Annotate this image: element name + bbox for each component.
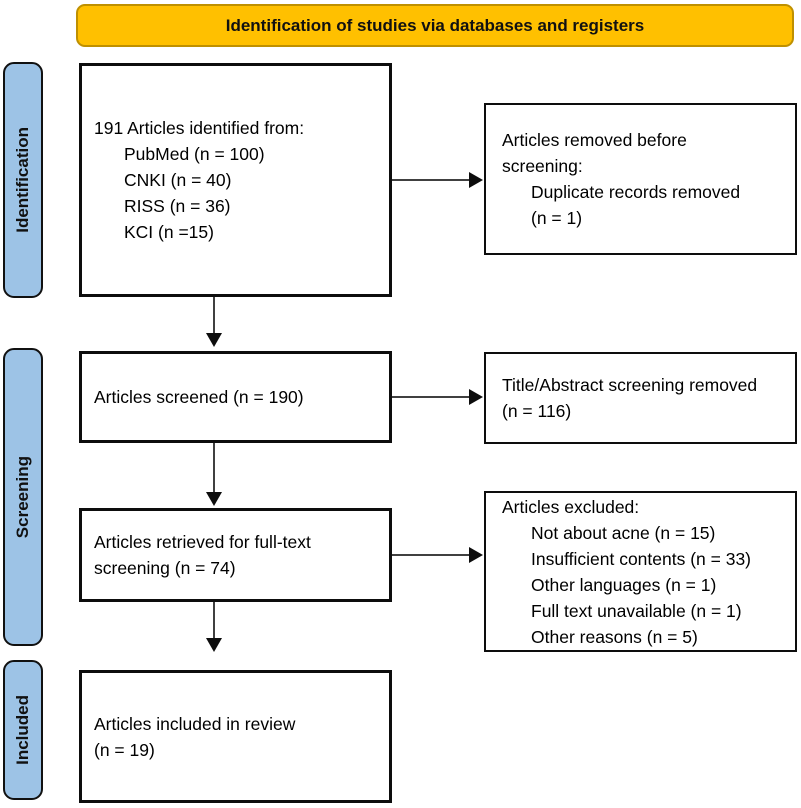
- arrow-shaft: [213, 297, 215, 334]
- flow-line: CNKI (n = 40): [124, 170, 232, 190]
- arrow-retrieved-to-excluded: [392, 547, 483, 563]
- removed-before-screening-box: [484, 103, 797, 255]
- flow-line: screening (n = 74): [94, 558, 236, 578]
- arrow-screened-to-titleabs: [392, 389, 483, 405]
- flow-line: PubMed (n = 100): [124, 144, 265, 164]
- arrow-shaft: [392, 554, 470, 556]
- arrow-shaft: [392, 396, 470, 398]
- flow-line: (n = 19): [94, 739, 155, 760]
- retrieved-box: [79, 508, 392, 602]
- flow-line: Not about acne (n = 15): [531, 522, 716, 543]
- arrow-head-icon: [206, 492, 222, 506]
- flow-line: (n = 116): [502, 401, 572, 421]
- screened-box: [79, 351, 392, 443]
- flow-line: Articles screened (n = 190): [94, 387, 304, 407]
- flow-line: (n = 1): [531, 208, 583, 228]
- arrow-head-icon: [469, 547, 483, 563]
- identified-box: [79, 63, 392, 297]
- arrow-identified-to-removed: [392, 172, 483, 188]
- stage-label-identification-text: Identification: [13, 127, 32, 233]
- arrow-screened-to-retrieved: [206, 443, 222, 506]
- stage-label-included-text: Included: [13, 695, 32, 765]
- arrow-shaft: [213, 443, 215, 493]
- flow-line: Full text unavailable (n = 1): [531, 600, 742, 621]
- banner-title: Identification of studies via databases and registers: [225, 15, 645, 35]
- flow-line: screening:: [502, 156, 583, 176]
- flow-line: Duplicate records removed: [531, 182, 741, 202]
- flow-line: RISS (n = 36): [124, 196, 231, 216]
- flow-line: Articles retrieved for full-text: [94, 532, 311, 552]
- arrow-head-icon: [469, 172, 483, 188]
- flow-line: Title/Abstract screening removed: [502, 375, 758, 395]
- arrow-head-icon: [206, 333, 222, 347]
- excluded-box: [484, 491, 797, 652]
- stage-label-identification: [3, 62, 43, 298]
- arrow-head-icon: [469, 389, 483, 405]
- flow-line: KCI (n =15): [124, 222, 214, 242]
- title-abstract-removed-box: [484, 352, 797, 444]
- flow-line: Articles included in review: [94, 713, 296, 734]
- arrow-identified-to-screened: [206, 297, 222, 347]
- stage-label-screening: [3, 348, 43, 646]
- arrow-head-icon: [206, 638, 222, 652]
- stage-label-screening-text: Screening: [13, 455, 32, 539]
- arrow-shaft: [392, 179, 470, 181]
- stage-label-included: [3, 660, 43, 800]
- flow-line: Articles removed before: [502, 130, 687, 150]
- arrow-shaft: [213, 602, 215, 639]
- flow-line: 191 Articles identified from:: [94, 118, 305, 138]
- flow-line: Articles excluded:: [502, 496, 640, 517]
- included-box: [79, 670, 392, 803]
- flow-line: Other reasons (n = 5): [531, 626, 698, 647]
- arrow-retrieved-to-included: [206, 602, 222, 652]
- flow-line: Other languages (n = 1): [531, 574, 717, 595]
- flow-line: Insufficient contents (n = 33): [531, 548, 752, 569]
- banner: [76, 4, 794, 47]
